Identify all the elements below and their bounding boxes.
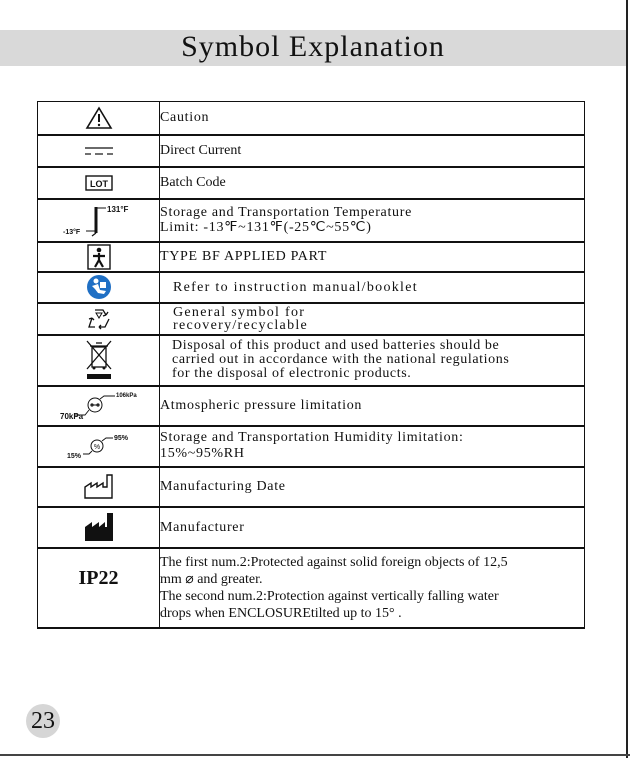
- table-row: [38, 386, 585, 426]
- icon-cell: [38, 335, 160, 386]
- lot-label: LOT: [89, 178, 108, 189]
- description-line: Manufacturing Date: [160, 479, 286, 494]
- description-line: General symbol for: [173, 304, 306, 320]
- page-title: Symbol Explanation: [181, 30, 445, 63]
- icon-cell: [38, 386, 160, 426]
- humidity-high-label: 95%: [113, 435, 128, 442]
- description-cell: [160, 507, 585, 548]
- description-line: Atmospheric pressure limitation: [160, 398, 363, 413]
- icon-cell: [38, 507, 160, 548]
- description-line: Direct Current: [160, 143, 242, 158]
- description-line: mm ⌀ and greater.: [160, 571, 263, 587]
- description-line: Caution: [160, 110, 210, 126]
- description-line: Refer to instruction manual/booklet: [173, 279, 418, 295]
- icon-cell: [38, 548, 160, 628]
- humidity-low-label: 15%: [66, 453, 81, 460]
- manufacturer-icon: [83, 511, 115, 543]
- symbol-table: [37, 101, 585, 629]
- description-cell: [160, 135, 585, 167]
- description-line: The second num.2:Protection against vertically falling water: [160, 588, 499, 604]
- description-cell: [160, 272, 585, 303]
- description-line: The first num.2:Protected against solid foreign objects of 12,5: [160, 554, 508, 570]
- icon-cell: [38, 135, 160, 167]
- svg-text:%: %: [93, 444, 100, 451]
- description-line: Batch Code: [160, 175, 226, 190]
- icon-cell: [38, 467, 160, 507]
- manufacturing-date-icon: [83, 473, 115, 501]
- table-row: [38, 335, 585, 386]
- bottom-divider: [0, 754, 630, 756]
- page-number-text: 23: [31, 708, 55, 734]
- icon-cell: [38, 426, 160, 467]
- table-row: [38, 135, 585, 167]
- description-line: Storage and Transportation Temperature: [160, 205, 413, 220]
- icon-cell: [38, 303, 160, 335]
- humidity-icon: [59, 430, 139, 462]
- temp-low-label: -13°F: [62, 229, 80, 236]
- description-line: for the disposal of electronic products.: [172, 366, 412, 381]
- description-line: Disposal of this product and used batteries should be: [172, 338, 500, 353]
- crossed-bin-icon: [84, 339, 114, 381]
- description-cell: [160, 199, 585, 242]
- icon-cell: [38, 272, 160, 303]
- description-line: 15%~95%RH: [160, 446, 245, 461]
- thermometer-icon: [62, 203, 136, 237]
- description-line: drops when ENCLOSUREtilted up to 15° .: [160, 605, 402, 621]
- batch-code-icon: [85, 175, 113, 191]
- description-cell: [160, 386, 585, 426]
- direct-current-icon: [84, 145, 114, 157]
- temp-high-label: 131°F: [106, 205, 128, 214]
- atmospheric-pressure-icon: [59, 389, 139, 423]
- description-cell: [160, 102, 585, 135]
- description-line: Limit: -13℉~131℉(-25℃~55℃): [160, 220, 372, 235]
- description-line: Manufacturer: [160, 519, 245, 535]
- table-row: [38, 102, 585, 135]
- icon-cell: [38, 167, 160, 199]
- icon-cell: [38, 242, 160, 272]
- description-cell: [160, 467, 585, 507]
- description-line: TYPE BF APPLIED PART: [160, 249, 328, 264]
- description-cell: [160, 303, 585, 335]
- page-edge-line: [626, 0, 628, 758]
- description-line: Storage and Transportation Humidity limitation:: [160, 430, 464, 445]
- table-row: [38, 548, 585, 628]
- recycle-icon: [86, 307, 112, 331]
- icon-cell: [38, 199, 160, 242]
- table-row: [38, 426, 585, 467]
- instruction-manual-icon: [86, 274, 112, 300]
- table-row: [38, 303, 585, 335]
- table-row: [38, 167, 585, 199]
- caution-triangle-icon: [85, 106, 113, 130]
- ip-rating-label: IP22: [78, 566, 119, 589]
- pressure-high-label: 106kPa: [115, 392, 137, 399]
- description-line: carried out in accordance with the national regulations: [172, 352, 510, 367]
- table-row: [38, 467, 585, 507]
- description-cell: [160, 548, 585, 628]
- description-cell: [160, 242, 585, 272]
- description-line: recovery/recyclable: [173, 317, 309, 333]
- pressure-low-label: 70kPa: [59, 411, 83, 421]
- description-cell: [160, 335, 585, 386]
- type-bf-applied-part-icon: [87, 244, 111, 270]
- description-cell: [160, 426, 585, 467]
- title-bar: [0, 30, 626, 66]
- icon-cell: [38, 102, 160, 135]
- page-number: [26, 704, 60, 738]
- table-row: [38, 507, 585, 548]
- table-row: [38, 242, 585, 272]
- table-row: [38, 272, 585, 303]
- table-row: [38, 199, 585, 242]
- description-cell: [160, 167, 585, 199]
